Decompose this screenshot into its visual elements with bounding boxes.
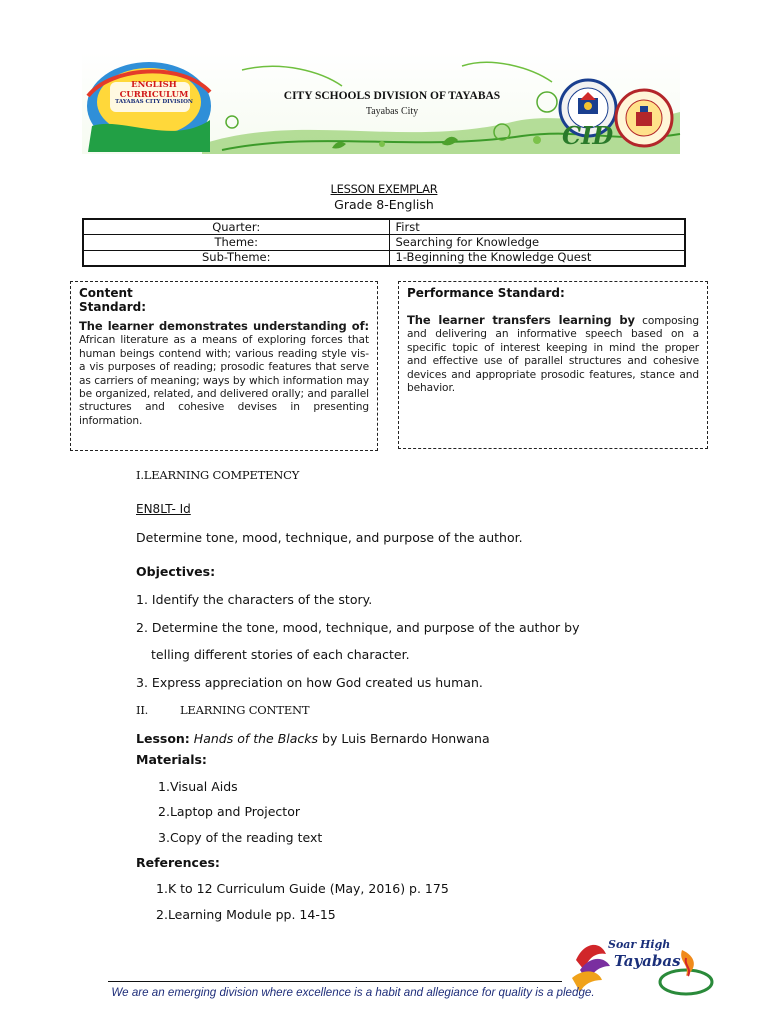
references-label: References: [136,855,220,870]
lesson-label: Lesson: [136,731,190,746]
division-city: Tayabas City [365,106,419,117]
content-standard-heading: Content [79,286,133,300]
logo-label: ENGLISH CURRICULUM [119,80,189,100]
content-standard-lead: The learner demonstrates understanding of: [79,319,369,333]
objective-text: Express appreciation on how God created us human. [151,675,483,690]
header-banner [82,52,680,154]
performance-standard-body: composing and delivering an informative speech based on a specific topic of interest keeping in mind the proper and effective use of parallel structures and cohesive devices and appropriate prosodic features, stance and behavior. [407,315,699,395]
meta-key: Sub-Theme: [83,250,389,266]
tayabas-seal-icon [614,88,674,148]
objective-number: 1. [136,592,148,607]
reference-text: Learning Module pp. 14-15 [167,907,336,922]
section-numeral: II. [136,703,149,717]
meta-value: First [389,219,685,235]
material-number: 1. [158,779,170,794]
material-text: Visual Aids [169,779,238,794]
list-item [136,675,483,690]
material-number: 2. [158,804,170,819]
content-standard-heading-2: Standard: [79,300,147,314]
lesson-author: by Luis Bernardo Honwana [318,731,490,746]
table-row [83,250,685,266]
division-title: CITY SCHOOLS DIVISION OF TAYABAS [283,90,501,102]
objective-number: 3. [136,675,148,690]
lesson-title: Hands of the Blacks [193,731,319,746]
list-item [136,592,372,607]
table-row [83,235,685,251]
content-standard-text [79,320,369,428]
list-item [156,881,449,896]
lesson-meta-table [82,218,686,267]
material-text: Copy of the reading text [169,830,323,845]
footer-motto: We are an emerging division where excellence is a habit and allegiance for quality is a pledge. [111,986,595,999]
material-text: Laptop and Projector [169,804,300,819]
performance-standard-lead: The learner transfers learning by [407,313,635,327]
materials-label: Materials: [136,752,207,767]
lesson-exemplar-title: LESSON EXEMPLAR [330,182,438,196]
objective-text: Determine the tone, mood, technique, and purpose of the author by [151,620,580,635]
competency-code: EN8LT- Id [136,502,191,516]
svg-text:CID: CID [562,121,614,150]
list-item [156,907,336,922]
objective-number: 2. [136,620,148,635]
content-standard-body: African literature as a means of exploring forces that human beings contend with; various reading style vis- a vis purposes of reading; prosodic features that serve as carriers of meaning; ways by which information may be organized, related, and delivered orally; and parallel structures and cohesive devises in presenting information. [79,334,369,427]
list-item [158,804,300,819]
meta-key: Theme: [83,235,389,251]
grade-subtitle: Grade 8-English [334,197,434,212]
section-heading-learning-competency: I.LEARNING COMPETENCY [136,468,300,482]
soar-high-label: Soar High [608,938,671,951]
meta-value: 1-Beginning the Knowledge Quest [389,250,685,266]
tayabas-label: Tayabas [614,952,681,970]
competency-text: Determine tone, mood, technique, and purpose of the author. [136,530,523,545]
lesson-line [136,731,490,746]
performance-standard-box [398,281,708,449]
reference-number: 2. [156,907,168,922]
logo-sublabel: TAYABAS CITY DIVISION [115,99,193,105]
objectives-label: Objectives: [136,564,216,579]
list-item [158,779,238,794]
reference-number: 1. [156,881,168,896]
footer-divider [108,981,562,982]
content-standard-box [70,281,378,451]
performance-standard-heading: Performance Standard: [407,286,565,300]
cid-badge-icon [560,118,614,150]
meta-key: Quarter: [83,219,389,235]
reference-text: K to 12 Curriculum Guide (May, 2016) p. 175 [167,881,449,896]
table-row [83,219,685,235]
section-heading-learning-content: LEARNING CONTENT [180,703,310,717]
objective-text: Identify the characters of the story. [151,592,373,607]
list-item [136,620,579,635]
performance-standard-text [407,314,699,395]
list-item [158,830,322,845]
material-number: 3. [158,830,170,845]
list-item-continuation: telling different stories of each character. [151,647,410,662]
meta-value: Searching for Knowledge [389,235,685,251]
